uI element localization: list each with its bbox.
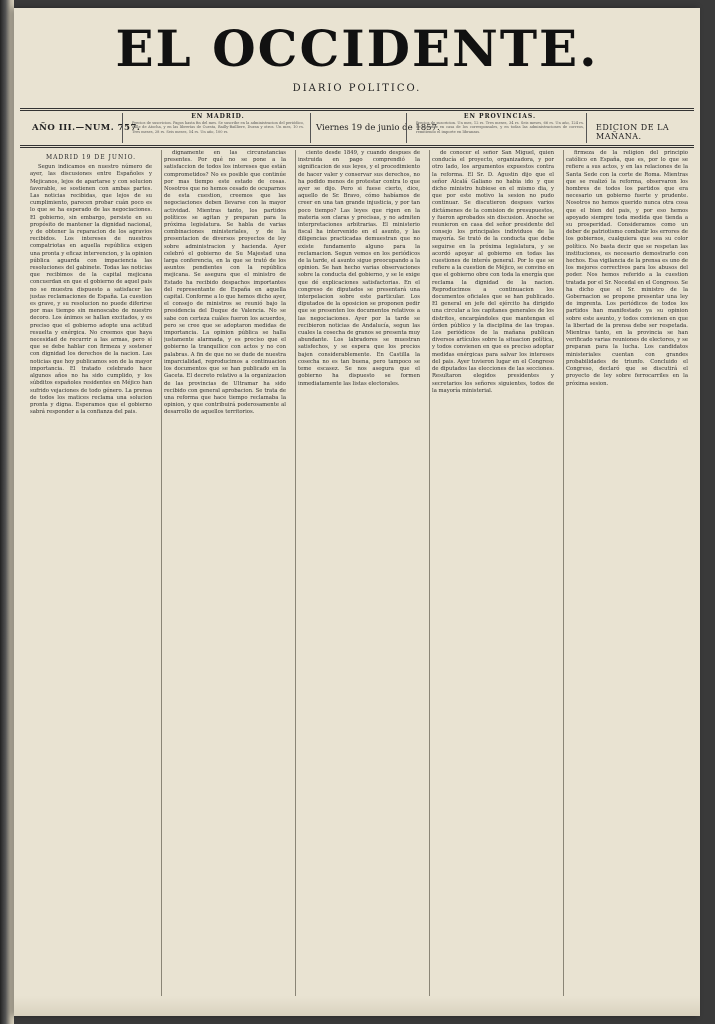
info-separator [310,113,311,143]
header-rule-top [20,108,694,109]
column-1 [30,150,152,1008]
column-divider [563,150,564,1008]
column-divider [161,150,162,1008]
column-divider [429,150,430,1008]
provinces-heading: EN PROVINCIAS. [463,113,537,120]
column-2 [164,150,286,1008]
binding-spine [0,0,14,1024]
column-text: dignamente en las circunstancias presentes. Por qué no se pone a la satisfaccion de todos los intereses que están comprometidos? No es posible que continúe por mas tiempo este estado de cosas. Nosotros que no hemos cesado de ocuparnos de esta cuestion, creemos que las negociaciones deben llevarse con la mayor actividad. Mientras tanto, los partidos políticos se agitan y preparan para la próxima legislatura. Se habla de varias combinaciones ministeriales, y de la presentacion de diversos proyectos de ley sobre administracion y hacienda. Ayer celebró el gobierno de Su Majestad una larga conferencia, en la que se trató de los asuntos pendientes con la república mejicana. Se asegura que el ministro de Estado ha recibido despachos importantes del representante de España en aquella capital. Conforme a lo que hemos dicho ayer, el consejo de ministros se reunió bajo la presidencia del Duque de Valencia. No se sabe con certeza cuáles fueron los acuerdos, pero se cree que se adoptaron medidas de importancia. La opinion pública se halla justamente alarmada, y es preciso que el gobierno la tranquilice con actos y no con palabras. A fin de que no se dude de nuestra imparcialidad, reproducimos a continuacion los documentos que se han publicado en la Gaceta. El decreto relativo a la organizacion de las provincias de Ultramar ha sido recibido con general aprobacion. Se trata de una reforma que hace tiempo reclamaba la opinion, y que contribuirá poderosamente al desarrollo de aquellos territorios. [164,150,286,416]
dateline-heading: MADRID 19 DE JUNIO. [45,154,137,161]
article-columns [30,150,688,1008]
page-bottom-edge [14,996,700,1016]
masthead-subtitle: DIARIO POLITICO. [292,83,422,94]
column-text: de conocer el señor San Miguel, quien conducía el proyecto, organizadora, y por otro lado, los argumentos expuestos contra la reforma. El Sr. D. Agustin dijo que el señor Alcalá Galiano no habia ido y que dicho ministro hubiese en el mismo dia, y que por este motivo la sesion no pudo continuar. Se discutieron despues varios dictámenes de la comision de presupuestos, y fueron aprobados sin discusion. Anoche se reunieron en casa del señor presidente del consejo los principales individuos de la mayoría. Se trató de la conducta que debe seguirse en la próxima legislatura, y se acordó apoyar al gobierno en todas las cuestiones de interés general. Por lo que se refiere a la cuestion de Méjico, se convino en que el gobierno obre con toda la energía que reclama la dignidad de la nacion. Reproducimos a continuacion los documentos oficiales que se han publicado. El general en jefe del ejército ha dirigido una circular a los capitanes generales de los distritos, encargándoles que mantengan el órden público y la disciplina de las tropas. Los periódicos de la mañana publican diversos artículos sobre la situacion política, y todos convienen en que es preciso adoptar medidas enérgicas para salvar los intereses del pais. Ayer tuvieron lugar en el Congreso de diputados las elecciones de las secciones. Resultaron elegidos presidentes y secretarios los señores siguientes, todos de la mayoría ministerial. [432,150,554,394]
column-3 [298,150,420,1008]
column-text: Segun indicamos en nuestro número de ayer, las discusiones entre Españoles y Mejicanos, lejos de apartarse y con solucion favorable, se sostienen con ambas partes. Las noticias recibidas, que lejos de su cumplimiento, parecen probar cuán poco es lo que se ha esperado de las negociaciones. El gobierno, sin embargo, persiste en su propósito de mantener la dignidad nacional, y de obtener la reparacion de los agravios recibidos. Los intereses de nuestros compatriotas en aquella república exigen una pronta y eficaz intervencion, y la opinion pública aguarda con impaciencia las resoluciones del gabinete. Todas las noticias que recibimos de la capital mejicana concuerdan en que el gobierno de aquel pais no se muestra dispuesto a satisfacer las justas reclamaciones de España. La cuestion es grave, y su resolucion no puede diferirse por mas tiempo sin menoscabo de nuestro decoro. Los ánimos se hallan excitados, y es preciso que el gobierno adopte una actitud resuelta y enérgica. No creemos que haya necesidad de recurrir a las armas, pero sí que se debe hablar con firmeza y sostener con dignidad los derechos de la nacion. Las noticias que hoy publicamos son de la mayor importancia. El tratado celebrado hace algunos años no ha sido cumplido, y los súbditos españoles residentes en Méjico han sufrido vejaciones de todo género. La prensa de todos los matices reclama una solucion pronta y digna. Esperamos que el gobierno sabrá responder a la confianza del pais. [30,164,152,416]
newspaper-page [14,8,700,1016]
header-rule-bottom-2 [20,147,694,148]
madrid-subscription-box [128,111,308,145]
column-text: ciento desde 1849, y cuando despues de instruida en pago comprendió la significacion de sus leyes, y el procedimiento de hacer valer y conservar sus derechos, no ha podido menos de protestar contra lo que ayer se dijo. Pero si fuese cierto, dice, aquello de Sr. Bravo, cómo habíamos de creer en una tan grande injusticia, y por tan poco tiempo? Las leyes que rigen en la materia son claras y precisas, y no admiten interpretaciones arbitrarias. El ministerio fiscal ha intervenido en el asunto, y las diligencias practicadas demuestran que no existe fundamento alguno para la reclamacion. Segun vemos en los periódicos de la tarde, el asunto sigue preocupando a la opinion. Se han hecho varias observaciones sobre la conducta del gobierno, y se le exige que dé explicaciones satisfactorias. En el congreso de diputados se presentará una interpelacion sobre este particular. Los diputados de la oposicion se proponen pedir que se presenten los documentos relativos a las negociaciones. Ayer por la tarde se recibieron noticias de Andalucía, segun las cuales la cosecha de granos se presenta muy abundante. Los labradores se muestran satisfechos, y se espera que los precios bajen considerablemente. En Castilla la cosecha no es tan buena, pero tampoco se teme escasez. Se nos asegura que el gobierno ha dispuesto se formen inmediatamente las listas electorales. [298,150,420,387]
madrid-terms: Precios de suscricion. Pagos hasta fin del mes. Se suscribe en la administracion del periódico, calle de Atocha, y en las librerías de Cuesta, Bailly-Bailliere, Duran y otros. Un mes, 10 rs. Tres meses, 28 rs. Seis meses, 54 rs. Un año, 100 rs. [132,121,304,134]
column-5 [566,150,688,1008]
masthead-title: EL OCCIDENTE. [115,19,599,78]
column-text: firmeza de la religion del principio católico en España, que es, por lo que se refiere a sus actos, y en las relaciones de la Santa Sede con la corte de Roma. Mientras que se realizó la reforma, observaron los hombres de todos los partidos que era necesario un gobierno fuerte y prudente. Nosotros no hemos querido nunca otra cosa que el bien del pais, y por eso hemos apoyado siempre toda medida que tienda a su prosperidad. Consideramos como un deber de patriotismo combatir los errores de los gobiernos, cualquiera que sea su color político. No basta decir que se respetan las instituciones, es necesario demostrarlo con hechos. Esa vigilancia de la prensa es uno de los mejores correctivos para los abusos del poder. Nos hemos referido a la cuestion tratada por el Sr. Nocedal en el Congreso. Se ha dicho que el Sr. ministro de la Gobernacion se propone presentar una ley de imprenta. Los periódicos de todos los partidos han manifestado ya su opinion sobre este asunto, y todos convienen en que la libertad de la prensa debe ser respetada. Mientras tanto, en la provincia se han verificado varias reuniones de electores, y se preparan para la lucha. Los candidatos ministeriales cuentan con grandes probabilidades de triunfo. Concluido el Congreso, declaró que se discutirá el proyecto de ley sobre ferrocarriles en la próxima sesion. [566,150,688,387]
provinces-subscription-box [412,111,588,145]
info-separator [586,113,587,143]
info-separator [122,113,123,143]
madrid-heading: EN MADRID. [191,113,245,120]
column-divider [295,150,296,1008]
header-rule-bottom [20,145,694,146]
issue-number: AÑO III.—NUM. 757. [32,123,141,133]
edition-label: EDICION DE LA MAÑANA. [596,123,670,141]
column-4 [432,150,554,1008]
info-separator [406,113,407,143]
provinces-terms: Precios de suscricion. Un mes, 12 rs. Tres meses, 34 rs. Seis meses, 66 rs. Un año, 124 rs. Se suscribe en casa de los corresponsales, y en todas las administraciones de correos, remitiendo el importe en libranzas. [416,121,584,134]
issue-date: Viernes 19 de junio de 1857. [316,123,440,133]
